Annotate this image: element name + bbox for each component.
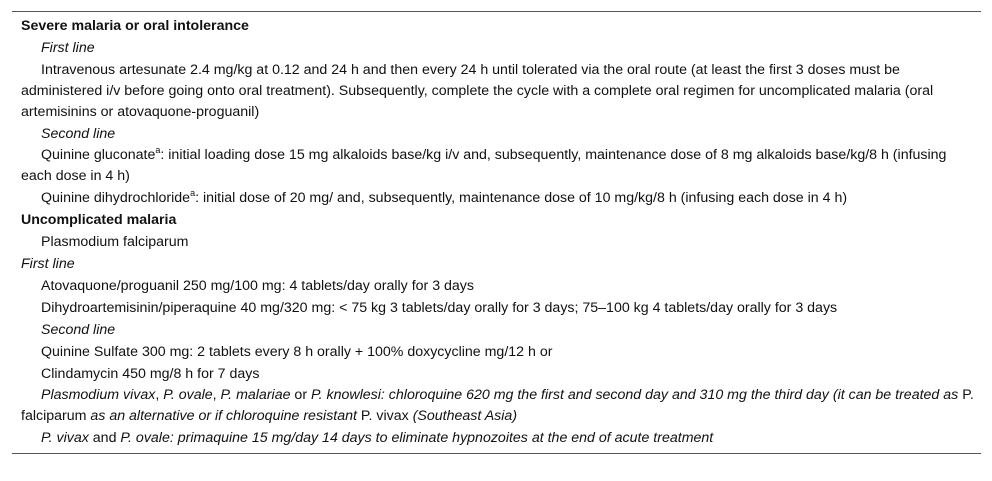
species-name: P. malariae bbox=[220, 387, 291, 404]
artesunate-regimen: Intravenous artesunate 2.4 mg/kg at 0.12 and 24 h and then every 24 h until tolerated via the oral route (at least the first 3 doses must be administered i/v before going onto oral treatment). Subsequently, complete the cycle with a complete oral regimen for uncomplicated malaria (oral artemisinins or atovaquone-proguanil) bbox=[21, 61, 934, 120]
regimen-text: : primaquine 15 mg/day 14 days to eliminate hypnozoites at the end of acute treatment bbox=[169, 430, 714, 447]
subheading-first-line: First line bbox=[21, 255, 75, 272]
species-name: P. knowlesi bbox=[310, 387, 381, 404]
separator: and bbox=[88, 430, 121, 447]
species-falciparum: Plasmodium falciparum bbox=[41, 234, 189, 251]
subheading-second-line: Second line bbox=[41, 321, 116, 338]
species-name: P. ovale bbox=[163, 387, 213, 404]
separator: or bbox=[290, 387, 311, 404]
regimen-text: : initial dose of 20 mg/ and, subsequently, maintenance dose of 10 mg/kg/8 h (infusing each dose in 4 h) bbox=[195, 190, 848, 207]
dihydroartemisinin-regimen: Dihydroartemisinin/piperaquine 40 mg/320 mg: < 75 kg 3 tablets/day orally for 3 days; 75–100 kg 4 tablets/day orally for 3 days bbox=[41, 299, 838, 316]
atovaquone-regimen: Atovaquone/proguanil 250 mg/100 mg: 4 tablets/day orally for 3 days bbox=[41, 277, 474, 294]
section-heading-severe: Severe malaria or oral intolerance bbox=[21, 18, 249, 34]
footnote-mark: a bbox=[190, 187, 196, 198]
drug-name: Quinine dihydrochloride bbox=[41, 190, 191, 207]
primaquine-regimen bbox=[12, 427, 981, 449]
quinine-gluconate-regimen bbox=[12, 144, 981, 187]
regimen-text: as an alternative or if chloroquine resistant bbox=[86, 408, 361, 425]
clindamycin-regimen: Clindamycin 450 mg/8 h for 7 days bbox=[41, 365, 260, 382]
regimen-text: : initial loading dose 15 mg alkaloids base/kg i/v and, subsequently, maintenance dose of 8 mg alkaloids base/kg/8 h (infusing each dose in 4 h) bbox=[21, 147, 947, 185]
footnote-mark: a bbox=[155, 144, 161, 155]
separator: , bbox=[212, 387, 221, 404]
species-name: Plasmodium vivax bbox=[41, 387, 156, 404]
species-name: P. vivax bbox=[41, 430, 89, 447]
species-name: P. falciparum bbox=[21, 387, 974, 425]
drug-name: Quinine gluconate bbox=[41, 147, 156, 164]
species-name: P. vivax bbox=[360, 408, 409, 425]
section-heading-uncomplicated: Uncomplicated malaria bbox=[21, 212, 177, 229]
separator: , bbox=[155, 387, 164, 404]
quinine-sulfate-regimen: Quinine Sulfate 300 mg: 2 tablets every 8 h orally + 100% doxycycline mg/12 h or bbox=[41, 343, 553, 360]
quinine-dihydrochloride-regimen bbox=[12, 187, 981, 209]
treatment-table bbox=[12, 11, 981, 454]
subheading-second-line: Second line bbox=[41, 125, 116, 142]
regimen-text: (Southeast Asia) bbox=[408, 408, 518, 425]
vivax-chloroquine-regimen bbox=[12, 384, 981, 427]
species-name: P. ovale bbox=[120, 430, 170, 447]
regimen-text: : chloroquine 620 mg the first and second day and 310 mg the third day (it can be treated as bbox=[380, 387, 963, 404]
subheading-first-line: First line bbox=[41, 39, 95, 56]
